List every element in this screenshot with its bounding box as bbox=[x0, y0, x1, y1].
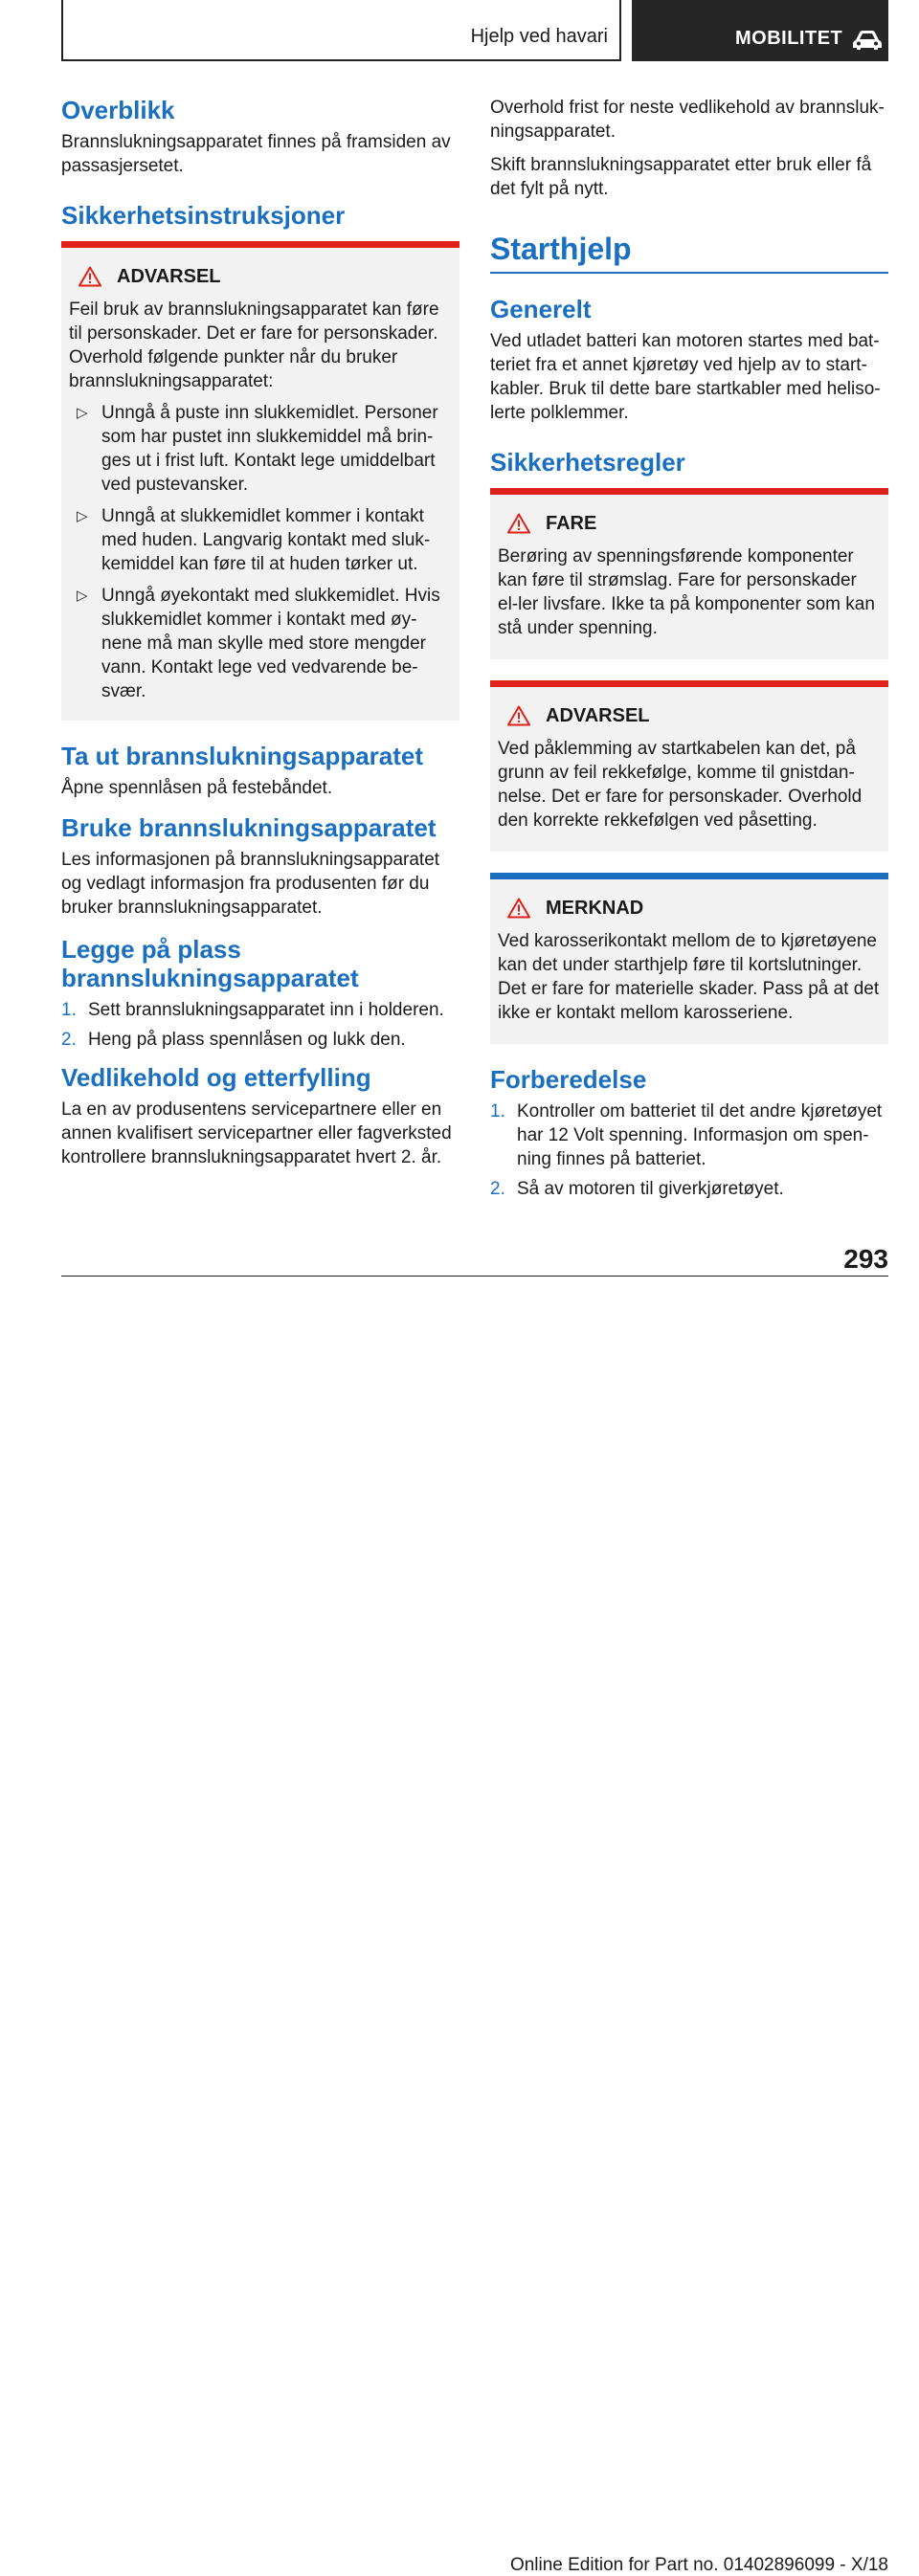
danger-box bbox=[490, 488, 888, 659]
bullet-triangle-icon: ▷ bbox=[77, 588, 88, 604]
paragraph-bruke: Les informasjonen på brannslukningsapparatet og vedlagt informasjon fra produsenten før du bruker brannslukningsapparatet. bbox=[61, 850, 440, 918]
list-item: ▷ Unngå at slukkemidlet kommer i kontakt med huden. Langvarig kontakt med sluk-kemiddel kan føre til at huden tørker ut. bbox=[69, 504, 452, 576]
car-icon bbox=[852, 30, 883, 51]
paragraph-vedlikehold: La en av produsentens servicepartnere eller en annen kvalifisert servicepartner eller fagverksted kontrollere brannslukningsapparatet hvert 2. år. bbox=[61, 1099, 452, 1167]
list-item: 1. Kontroller om batteriet til det andre kjøretøyet har 12 Volt spenning. Informasjon om spen-ning finnes på batteriet. bbox=[490, 1101, 883, 1169]
warning-box bbox=[61, 241, 460, 721]
warning-bar bbox=[61, 241, 460, 248]
header-chapter-title: MOBILITET bbox=[735, 28, 843, 49]
danger-text: Berøring av spenningsførende komponenter kan føre til strømslag. Fare for personskader el-ler livsfare. Ikke ta på komponenter som kan stå under spenning. bbox=[498, 546, 875, 638]
warning-box bbox=[490, 680, 888, 852]
footer-edition: Online Edition for Part no. 01402896099 - X/18 bbox=[509, 2555, 888, 2575]
warning-intro: Feil bruk av brannslukningsapparatet kan føre til personskader. Det er fare for personskader. Overhold følgende punkter når du bruker brannslukningsapparatet: bbox=[69, 300, 439, 391]
warning-triangle-icon bbox=[78, 266, 101, 287]
right-column bbox=[490, 96, 888, 1207]
warning-label: ADVARSEL bbox=[117, 265, 221, 287]
warning-label: ADVARSEL bbox=[546, 704, 650, 726]
warning-triangle-icon bbox=[507, 513, 530, 534]
heading-legge: Legge på plass brannslukningsapparatet bbox=[61, 935, 359, 992]
bullet-triangle-icon: ▷ bbox=[77, 508, 88, 524]
heading-forberedelse: Forberedelse bbox=[490, 1065, 647, 1094]
warning-triangle-icon bbox=[507, 705, 530, 726]
note-bar bbox=[490, 873, 888, 879]
note-text: Ved karosserikontakt mellom de to kjøretøyene kan det under starthjelp føre til kortslutninger. Det er fare for materielle skader. Pass på at det ikke er kontakt mellom karosseriene. bbox=[498, 931, 880, 1023]
page-number: 293 bbox=[843, 1244, 888, 1274]
list-item: 2. Heng på plass spennlåsen og lukk den. bbox=[61, 1030, 406, 1050]
paragraph-skift: Skift brannslukningsapparatet etter bruk eller få det fylt på nytt. bbox=[490, 155, 872, 199]
heading-overblikk: Overblikk bbox=[61, 96, 175, 124]
left-column bbox=[61, 96, 460, 1179]
paragraph-overblikk: Brannslukningsapparatet finnes på framsiden av passasjersetet. bbox=[61, 132, 451, 176]
list-item: ▷ Unngå øyekontakt med slukkemidlet. Hvis slukkemidlet kommer i kontakt med øy-nene må man skylle med store mengder vann. Kontakt lege ved vedvarende be-svær. bbox=[69, 584, 452, 703]
warning-bar bbox=[490, 680, 888, 687]
list-item: 1. Sett brannslukningsapparatet inn i holderen. bbox=[61, 1000, 444, 1020]
header-section-title: Hjelp ved havari bbox=[470, 26, 608, 47]
heading-ta-ut: Ta ut brannslukningsapparatet bbox=[61, 742, 424, 770]
bullet-triangle-icon: ▷ bbox=[77, 405, 88, 421]
paragraph-frist: Overhold frist for neste vedlikehold av brannsluk-ningsapparatet. bbox=[490, 98, 885, 142]
heading-sikkerhetsinstruksjoner: Sikkerhetsinstruksjoner bbox=[61, 201, 346, 230]
heading-sikkerhetsregler: Sikkerhetsregler bbox=[490, 448, 685, 477]
footer-rule bbox=[61, 1276, 888, 2575]
heading-bruke: Bruke brannslukningsapparatet bbox=[61, 813, 437, 842]
header-chapter-box bbox=[632, 0, 888, 61]
danger-bar bbox=[490, 488, 888, 495]
heading-vedlikehold: Vedlikehold og etterfylling bbox=[61, 1063, 371, 1092]
note-box bbox=[490, 873, 888, 1044]
note-label: MERKNAD bbox=[546, 897, 644, 919]
heading-generelt: Generelt bbox=[490, 295, 592, 323]
list-item: ▷ Unngå å puste inn slukkemidlet. Personer som har pustet inn slukkemiddel må brin-ges ut i frist luft. Kontakt lege umiddelbart ved pustevansker. bbox=[69, 401, 452, 497]
warning-triangle-icon bbox=[507, 898, 530, 919]
header-section-box bbox=[61, 0, 621, 61]
warning-text: Ved påklemming av startkabelen kan det, på grunn av feil rekkefølge, komme til gnistdan-nelse. Det er fare for personskader. Overhold den korrekte rekkefølgen ved påsetting. bbox=[498, 739, 863, 831]
paragraph-generelt: Ved utladet batteri kan motoren startes med bat-teriet fra et annet kjøretøy ved hjelp av to start-kabler. Bruk til dette bare startkabler med heliso-lerte polklemmer. bbox=[490, 331, 881, 423]
danger-label: FARE bbox=[546, 512, 597, 534]
paragraph-ta-ut: Åpne spennlåsen på festebåndet. bbox=[61, 778, 333, 798]
list-item: 2. Så av motoren til giverkjøretøyet. bbox=[490, 1179, 784, 1199]
heading-starthjelp: Starthjelp bbox=[490, 232, 632, 266]
